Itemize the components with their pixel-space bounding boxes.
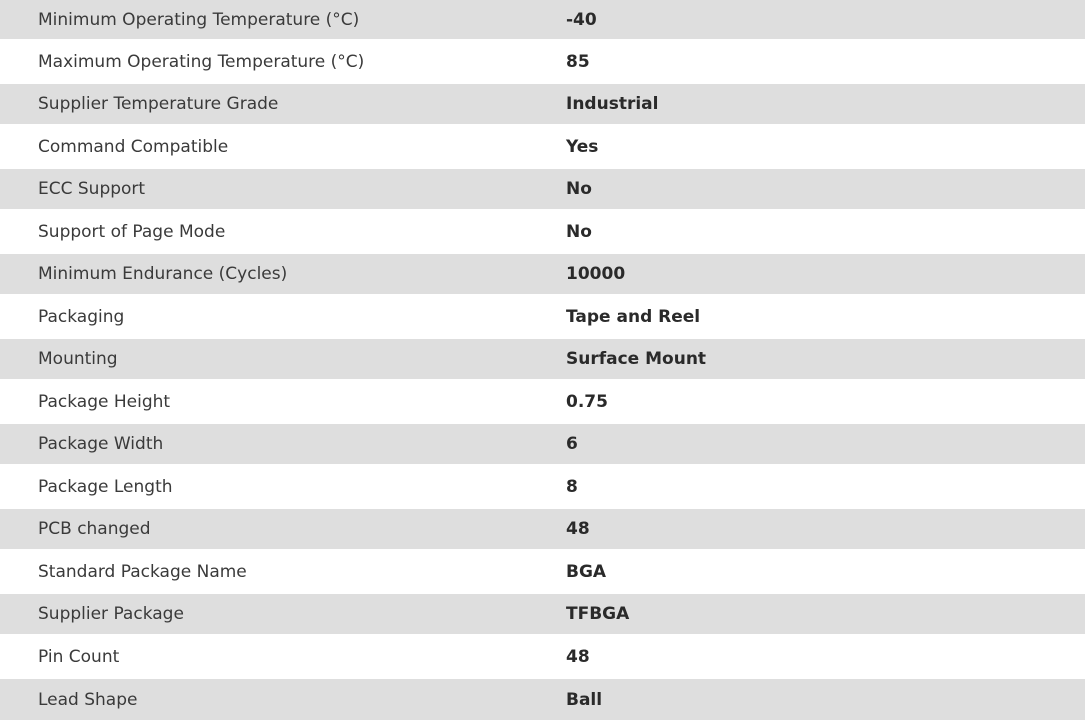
spec-value: 10000 bbox=[566, 264, 626, 284]
spec-label: Lead Shape bbox=[38, 689, 138, 710]
spec-label: ECC Support bbox=[38, 179, 146, 199]
spec-value: 8 bbox=[566, 476, 578, 497]
spec-row-packaging bbox=[0, 294, 1085, 339]
spec-value: Yes bbox=[566, 136, 599, 157]
spec-label: Package Length bbox=[38, 476, 173, 497]
spec-label: Support of Page Mode bbox=[38, 221, 226, 242]
spec-label: Maximum Operating Temperature (°C) bbox=[38, 51, 365, 72]
spec-value: Surface Mount bbox=[566, 349, 707, 369]
spec-value: 6 bbox=[566, 434, 578, 454]
spec-row-package-width bbox=[0, 424, 1085, 464]
spec-value: 48 bbox=[566, 519, 590, 539]
spec-value: Industrial bbox=[566, 94, 659, 114]
spec-label: Mounting bbox=[38, 349, 118, 369]
spec-label: Command Compatible bbox=[38, 136, 229, 157]
spec-value: No bbox=[566, 179, 592, 199]
spec-value: Ball bbox=[566, 689, 603, 710]
spec-row-mounting bbox=[0, 339, 1085, 379]
spec-value: -40 bbox=[566, 9, 597, 30]
spec-value: Tape and Reel bbox=[566, 306, 701, 327]
spec-label: Minimum Endurance (Cycles) bbox=[38, 264, 288, 284]
spec-row-temperature-grade bbox=[0, 84, 1085, 124]
spec-label: Supplier Temperature Grade bbox=[38, 94, 279, 114]
spec-label: Package Width bbox=[38, 434, 164, 454]
spec-row-pin-count bbox=[0, 634, 1085, 679]
spec-label: Packaging bbox=[38, 306, 125, 327]
spec-row-supplier-package bbox=[0, 594, 1085, 634]
spec-value: 85 bbox=[566, 51, 590, 72]
spec-label: Package Height bbox=[38, 391, 171, 412]
spec-row-page-mode bbox=[0, 209, 1085, 254]
spec-row-min-operating-temp bbox=[0, 0, 1085, 39]
spec-value: 0.75 bbox=[566, 391, 608, 412]
spec-row-min-endurance bbox=[0, 254, 1085, 294]
spec-row-pcb-changed bbox=[0, 509, 1085, 549]
spec-value: TFBGA bbox=[566, 604, 630, 624]
spec-label: Pin Count bbox=[38, 646, 120, 667]
spec-label: Standard Package Name bbox=[38, 561, 247, 582]
spec-value: 48 bbox=[566, 646, 590, 667]
spec-label: Supplier Package bbox=[38, 604, 184, 624]
spec-value: BGA bbox=[566, 561, 607, 582]
spec-row-max-operating-temp bbox=[0, 39, 1085, 84]
spec-row-lead-shape bbox=[0, 679, 1085, 720]
spec-row-package-height bbox=[0, 379, 1085, 424]
spec-label: Minimum Operating Temperature (°C) bbox=[38, 9, 360, 30]
spec-row-package-length bbox=[0, 464, 1085, 509]
spec-row-command-compatible bbox=[0, 124, 1085, 169]
spec-row-ecc-support bbox=[0, 169, 1085, 209]
spec-row-standard-package-name bbox=[0, 549, 1085, 594]
spec-value: No bbox=[566, 221, 592, 242]
spec-label: PCB changed bbox=[38, 519, 151, 539]
